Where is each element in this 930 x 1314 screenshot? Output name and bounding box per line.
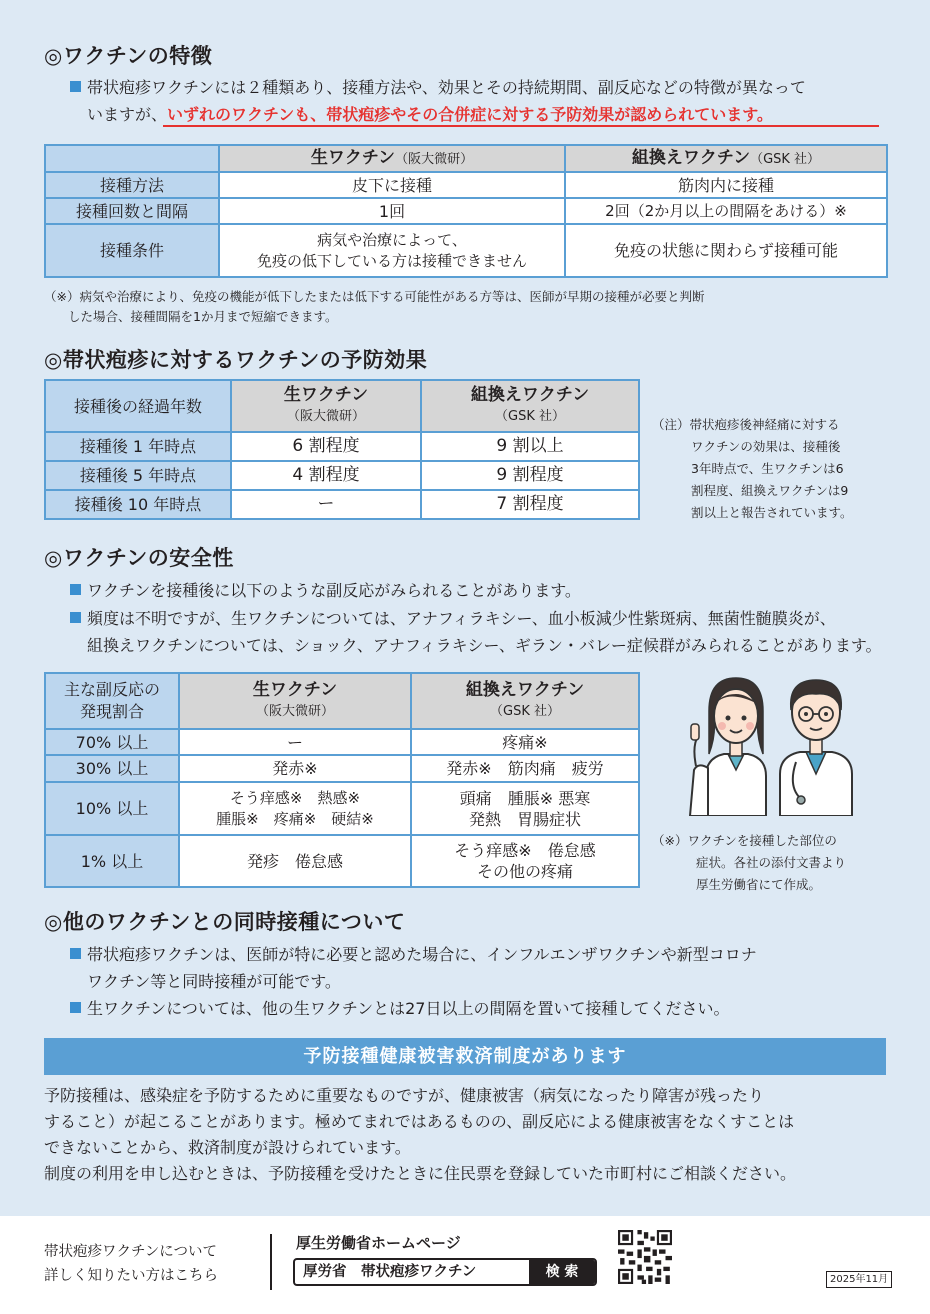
footer	[0, 1216, 930, 1314]
relief-line-1: 予防接種は、感染症を予防するために重要なものですが、健康被害（病気になったり障害が残ったり	[44, 1086, 765, 1105]
efficacy-recomb-10y: 7 割程度	[421, 490, 639, 519]
cell-live-doses: 1回	[219, 198, 565, 224]
cell-live-conditions	[219, 224, 565, 277]
relief-paragraph	[44, 1083, 894, 1187]
features-text-1: 帯状疱疹ワクチンには２種類あり、接種方法や、効果とその持続期間、副反応などの特徴が異なって	[87, 78, 806, 97]
efficacy-note-2: ワクチンの効果は、接種後	[691, 439, 841, 454]
header-recombinant-vaccine: 組換えワクチン（GSK 社）	[565, 145, 887, 172]
side-effects-live-10: そう痒感※ 熱感※ 腫脹※ 疼痛※ 硬結※	[179, 782, 411, 835]
side-effects-header-label: 主な副反応の 発現割合	[45, 673, 179, 729]
side-effects-live-1: 発疹 倦怠感	[179, 835, 411, 887]
coadmin-text-2: 生ワクチンについては、他の生ワクチンとは27日以上の間隔を置いて接種してください。	[87, 999, 730, 1018]
efficacy-note-1: （注）帯状疱疹後神経痛に対する	[652, 417, 840, 432]
side-effects-note-2: 症状。各社の添付文書より	[696, 855, 847, 870]
coadmin-bullet-1-cont: ワクチン等と同時接種が可能です。	[87, 972, 341, 991]
table-note-2: した場合、接種間隔を1か月まで短縮できます。	[68, 309, 338, 324]
efficacy-header-live: 生ワクチン （阪大微研）	[231, 380, 421, 432]
efficacy-row-10y: 接種後 10 年時点	[45, 490, 231, 519]
safety-bullet-1	[70, 577, 581, 604]
efficacy-note-3: 3年時点で、生ワクチンは6	[691, 461, 844, 476]
efficacy-row-5y: 接種後 5 年時点	[45, 461, 231, 490]
search-box-text: 厚労省 帯状疱疹ワクチン	[303, 1264, 477, 1280]
table-note-1: （※）病気や治療により、免疫の機能が低下したまたは低下する可能性がある方等は、医師が早期の接種が必要と判断	[44, 289, 705, 304]
features-text-2: いますが、	[87, 105, 168, 124]
safety-text-2: 頻度は不明ですが、生ワクチンについては、アナフィラキシー、血小板減少性紫斑病、無菌性髄膜炎が、	[87, 609, 836, 628]
relief-line-3: できないことから、救済制度が設けられています。	[44, 1138, 411, 1157]
side-effects-row-10: 10% 以上	[45, 782, 179, 835]
bullet-square-icon	[70, 584, 81, 595]
cell-recomb-method: 筋肉内に接種	[565, 172, 887, 198]
section-title-coadministration: ◎他のワクチンとの同時接種について	[44, 910, 406, 934]
safety-text-1: ワクチンを接種後に以下のような副反応がみられることがあります。	[87, 581, 581, 600]
qr-code-icon[interactable]	[618, 1230, 672, 1284]
footer-left-line-2: 詳しく知りたい方はこちら	[44, 1268, 218, 1284]
coadmin-bullet-2	[70, 995, 729, 1022]
cell-live-conditions-2: 免疫の低下している方は接種できません	[256, 251, 527, 270]
cell-live-conditions-1: 病気や治療によって、	[317, 230, 467, 249]
relief-banner: 予防接種健康被害救済制度があります	[44, 1038, 886, 1075]
side-effects-note-1: （※）ワクチンを接種した部位の	[652, 833, 837, 848]
row-label-conditions: 接種条件	[45, 224, 219, 277]
efficacy-table	[44, 379, 640, 520]
bullet-square-icon	[70, 948, 81, 959]
side-effects-note-3: 厚生労働省にて作成。	[696, 877, 822, 892]
issue-date: 2025年11月	[826, 1271, 892, 1288]
cell-recomb-conditions: 免疫の状態に関わらず接種可能	[565, 224, 887, 277]
efficacy-recomb-1y: 9 割以上	[421, 432, 639, 461]
efficacy-row-1y: 接種後 1 年時点	[45, 432, 231, 461]
row-label-doses: 接種回数と間隔	[45, 198, 219, 224]
bullet-square-icon	[70, 81, 81, 92]
efficacy-recomb-5y: 9 割程度	[421, 461, 639, 490]
features-bullet-cont	[87, 101, 773, 128]
section-title-safety: ◎ワクチンの安全性	[44, 546, 234, 570]
header-live-vaccine: 生ワクチン（阪大微研）	[219, 145, 565, 172]
side-effects-live-70: ー	[179, 729, 411, 755]
side-effects-row-70: 70% 以上	[45, 729, 179, 755]
side-effects-recomb-1: そう痒感※ 倦怠感 その他の疼痛	[411, 835, 639, 887]
relief-line-4: 制度の利用を申し込むときは、予防接種を受けたときに住民票を登録していた市町村にご相談ください。	[44, 1164, 797, 1183]
hp-title: 厚生労働省ホームページ	[296, 1234, 461, 1252]
efficacy-live-5y: 4 割程度	[231, 461, 421, 490]
efficacy-header-label: 接種後の経過年数	[45, 380, 231, 432]
bullet-square-icon	[70, 1002, 81, 1013]
section-title-features: ◎ワクチンの特徴	[44, 44, 213, 68]
table-corner	[45, 145, 219, 172]
side-effects-table	[44, 672, 640, 888]
features-bullet	[70, 74, 806, 101]
footer-divider	[270, 1234, 272, 1290]
female-doctor-figure	[690, 678, 766, 816]
safety-bullet-2-cont: 組換えワクチンについては、ショック、アナフィラキシー、ギラン・バレー症候群がみられることがあります。	[87, 636, 882, 655]
relief-line-2: すること）が起こることがあります。極めてまれではあるものの、副反応による健康被害をなくすことは	[44, 1112, 795, 1131]
row-label-method: 接種方法	[45, 172, 219, 198]
side-effects-recomb-70: 疼痛※	[411, 729, 639, 755]
section-title-efficacy: ◎帯状疱疹に対するワクチンの予防効果	[44, 348, 428, 372]
coadmin-bullet-1	[70, 941, 757, 968]
efficacy-live-10y: ー	[231, 490, 421, 519]
footer-left-line-1: 帯状疱疹ワクチンについて	[44, 1244, 217, 1260]
search-box[interactable]	[293, 1258, 597, 1286]
side-effects-header-live: 生ワクチン （阪大微研）	[179, 673, 411, 729]
footer-left-text	[44, 1240, 218, 1288]
side-effects-recomb-30: 発赤※ 筋肉痛 疲労	[411, 755, 639, 782]
side-effects-row-1: 1% 以上	[45, 835, 179, 887]
bullet-square-icon	[70, 612, 81, 623]
side-effects-recomb-10: 頭痛 腫脹※ 悪寒 発熱 胃腸症状	[411, 782, 639, 835]
coadmin-text-1: 帯状疱疹ワクチンは、医師が特に必要と認めた場合に、インフルエンザワクチンや新型コロナ	[87, 945, 757, 964]
search-button[interactable]: 検 索	[529, 1260, 595, 1284]
side-effects-row-30: 30% 以上	[45, 755, 179, 782]
efficacy-live-1y: 6 割程度	[231, 432, 421, 461]
efficacy-note-4: 割程度、組換えワクチンは9	[691, 483, 849, 498]
highlight-underline	[163, 125, 879, 127]
doctors-illustration	[676, 666, 876, 816]
features-highlight: いずれのワクチンも、帯状疱疹やその合併症に対する予防効果が認められています。	[167, 105, 773, 124]
cell-live-method: 皮下に接種	[219, 172, 565, 198]
vaccine-comparison-table	[44, 144, 888, 278]
side-effects-live-30: 発赤※	[179, 755, 411, 782]
cell-recomb-doses: 2回（2か月以上の間隔をあける）※	[565, 198, 887, 224]
efficacy-note-5: 割以上と報告されています。	[691, 505, 853, 520]
male-doctor-figure	[780, 680, 852, 816]
efficacy-header-recomb: 組換えワクチン （GSK 社）	[421, 380, 639, 432]
safety-bullet-2	[70, 605, 836, 632]
side-effects-header-recomb: 組換えワクチン （GSK 社）	[411, 673, 639, 729]
